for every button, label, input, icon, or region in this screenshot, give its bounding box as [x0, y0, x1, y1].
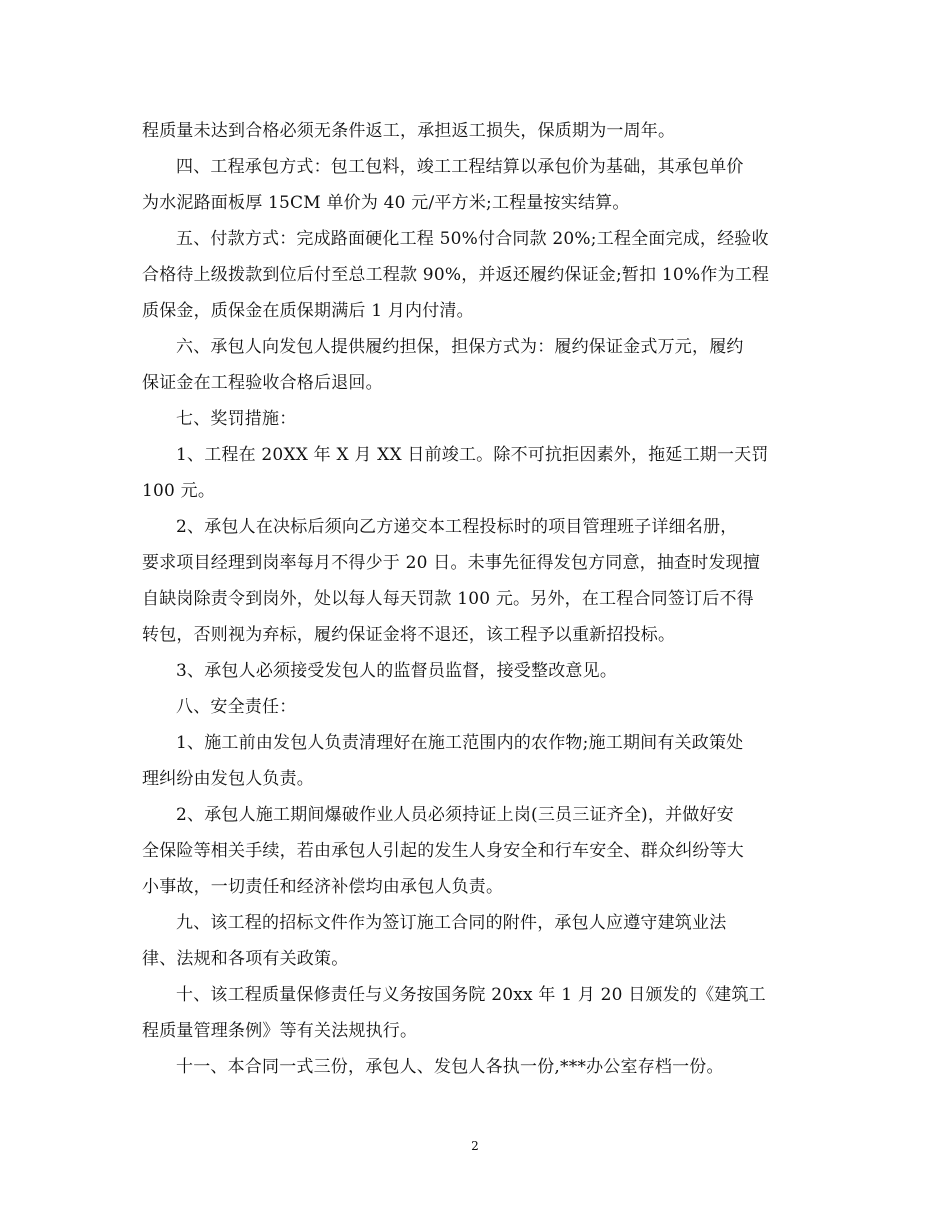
text-line: 理纠纷由发包人负责。	[142, 769, 314, 789]
text-line: 保证金在工程验收合格后退回。	[142, 373, 383, 393]
text-line: 2、承包人在决标后须向乙方递交本工程投标时的项目管理班子详细名册，	[176, 517, 738, 537]
document-body	[142, 113, 802, 1085]
text-line: 自缺岗除责令到岗外，处以每人每天罚款 100 元。另外，在工程合同签订后不得	[142, 589, 754, 609]
text-line: 十、该工程质量保修责任与义务按国务院 20xx 年 1 月 20 日颁发的《建筑工	[176, 985, 766, 1005]
text-line: 程质量管理条例》等有关法规执行。	[142, 1021, 418, 1041]
text-line: 程质量未达到合格必须无条件返工，承担返工损失，保质期为一周年。	[142, 121, 676, 141]
text-line: 四、工程承包方式：包工包料，竣工工程结算以承包价为基础，其承包单价	[176, 157, 744, 177]
text-line: 九、该工程的招标文件作为签订施工合同的附件，承包人应遵守建筑业法	[176, 913, 727, 933]
text-line: 全保险等相关手续，若由承包人引起的发生人身安全和行车安全、群众纠纷等大	[142, 841, 744, 861]
text-line: 小事故，一切责任和经济补偿均由承包人负责。	[142, 877, 504, 897]
text-line: 1、工程在 20XX 年 X 月 XX 日前竣工。除不可抗拒因素外，拖延工期一天罚	[176, 445, 769, 465]
text-line: 七、奖罚措施：	[176, 409, 297, 429]
page-number: 2	[471, 1139, 479, 1153]
text-line: 转包，否则视为弃标，履约保证金将不退还，该工程予以重新招投标。	[142, 625, 676, 645]
text-line: 合格待上级拨款到位后付至总工程款 90%，并返还履约保证金;暂扣 10%作为工程	[142, 265, 770, 285]
text-line: 十一、本合同一式三份，承包人、发包人各执一份,***办公室存档一份。	[176, 1057, 724, 1077]
text-line: 为水泥路面板厚 15CM 单价为 40 元/平方米;工程量按实结算。	[142, 193, 630, 213]
text-line: 1、施工前由发包人负责清理好在施工范围内的农作物;施工期间有关政策处	[176, 733, 744, 753]
text-line: 3、承包人必须接受发包人的监督员监督，接受整改意见。	[176, 661, 618, 681]
text-line: 六、承包人向发包人提供履约担保，担保方式为：履约保证金式万元，履约	[176, 337, 744, 357]
text-line: 八、安全责任：	[176, 697, 297, 717]
text-line: 律、法规和各项有关政策。	[142, 949, 349, 969]
text-line: 五、付款方式：完成路面硬化工程 50%付合同款 20%;工程全面完成，经验收	[176, 229, 769, 249]
text-line: 要求项目经理到岗率每月不得少于 20 日。未事先征得发包方同意，抽查时发现擅	[142, 553, 761, 573]
text-line: 质保金，质保金在质保期满后 1 月内付清。	[142, 301, 474, 321]
text-line: 100 元。	[142, 481, 216, 501]
text-line: 2、承包人施工期间爆破作业人员必须持证上岗(三员三证齐全)，并做好安	[176, 805, 734, 825]
